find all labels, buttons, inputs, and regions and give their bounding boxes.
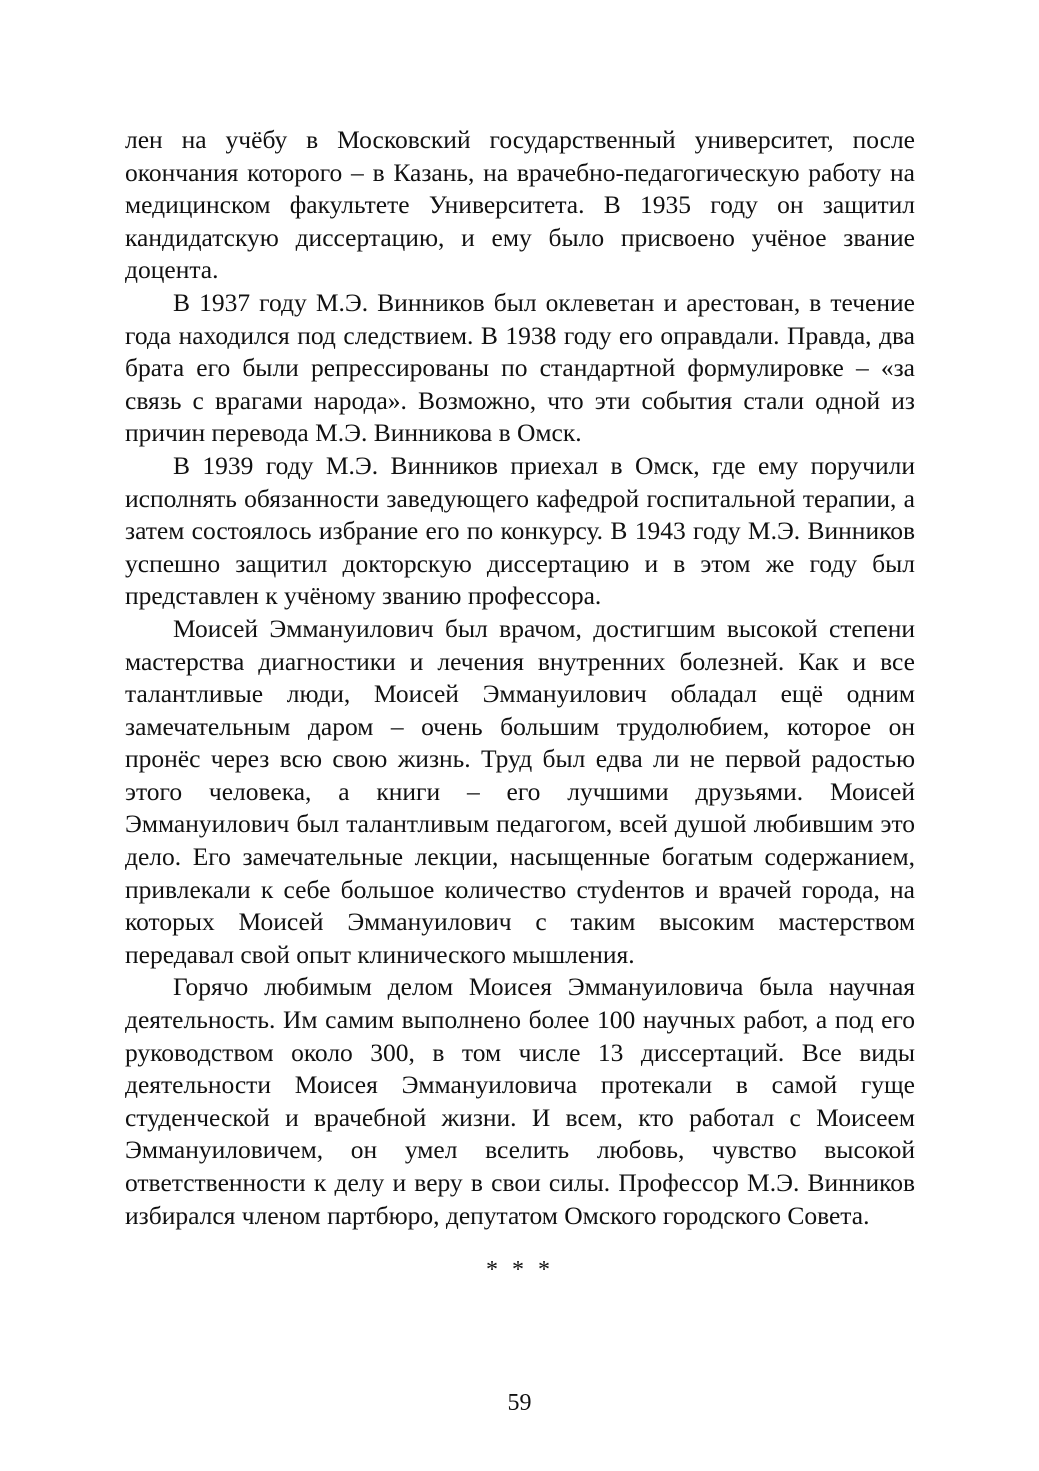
paragraph-3: В 1939 году М.Э. Винников приехал в Омск, где ему поручили исполнять обязанности заведующего кафедрой госпитальной терапии, а затем состоялось избрание его по конкурсу. В 1943 году М.Э. Винников успешно защитил докторскую диссертацию и в этом же году был представлен к учёному званию профессора. [125, 450, 915, 611]
page-number: 59 [507, 1390, 532, 1416]
paragraph-4: Моисей Эммануилович был врачом, достигшим высокой степени мастерства диагностики и лечения внутренних болезней. Как и все талантливые люди, Моисей Эммануилович обладал ещё одним замечательным даром – очень большим трудолюбием, которое он пронёс через всю свою жизнь. Труд был едва ли не первой радостью этого человека, а книги – его лучшими друзьями. Моисей Эммануилович был талантливым педагогом, всей душой любившим это дело. Его замечательные лекции, насыщенные богатым содержанием, привлекали к себе большое количество стуdентов и врачей города, на которых Моисей Эммануилович с таким высоким мастерством передавал свой опыт клинического мышления. [125, 613, 915, 969]
paragraph-5: Горячо любимым делом Моисея Эммануиловича была научная деятельность. Им самим выполнено более 100 научных работ, а под его руководством около 300, в том числе 13 диссертаций. Все виды деятельности Моисея Эммануиловича протекали в самой гуще студенческой и врачебной жизни. И всем, кто работал с Моисеем Эммануиловичем, он умел вселить любовь, чувство высокой ответственности к делу и веру в свои силы. Профессор М.Э. Винников избирался членом партбюро, депутатом Омского городского Совета. [125, 972, 915, 1230]
paragraph-2: В 1937 году М.Э. Винников был оклеветан и арестован, в течение года находился под следствием. В 1938 году его оправдали. Правда, два брата его были репрессированы по стандартной формулировке – «за связь с врагами народа». Возможно, что эти события стали одной из причин перевода М.Э. Винникова в Омск. [125, 287, 915, 448]
section-separator: * * * [486, 1257, 554, 1284]
page-body [125, 124, 915, 1287]
paragraph-1: лен на учёбу в Московский государственный университет, после окончания которого – в Казань, на врачебно-педагогическую работу на медицинском факультете Университета. В 1935 году он защитил кандидатскую диссертацию, и ему было присвоено учёное звание доцента. [125, 125, 915, 285]
